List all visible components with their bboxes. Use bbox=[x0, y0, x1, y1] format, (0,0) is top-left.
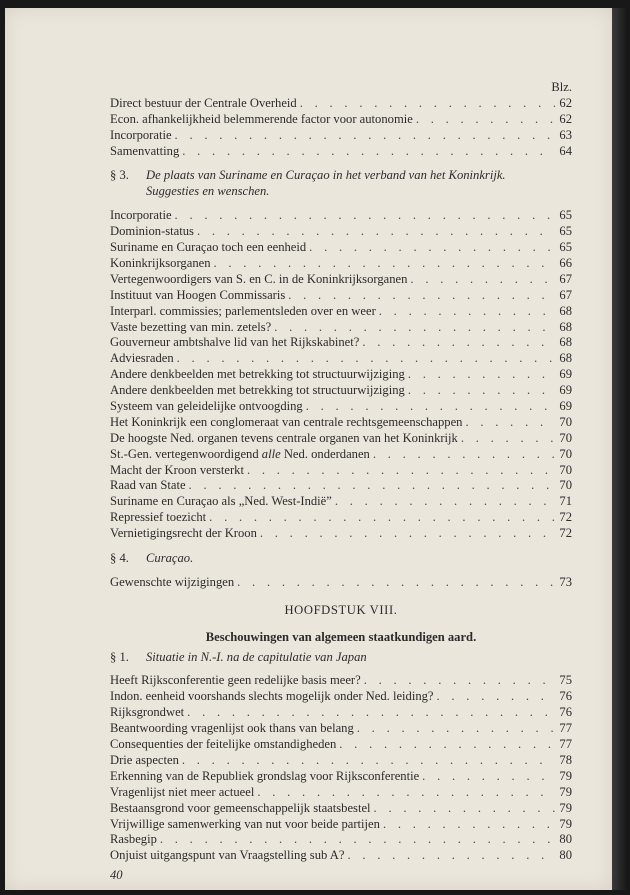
toc-entry bbox=[110, 240, 572, 256]
toc-entry bbox=[110, 224, 572, 240]
dot-leader bbox=[182, 144, 555, 160]
toc-entry bbox=[110, 431, 572, 447]
toc-entry-title: Adviesraden bbox=[110, 351, 174, 366]
toc-entry-page: 68 bbox=[559, 303, 572, 318]
toc-entry bbox=[110, 769, 572, 785]
dot-leader bbox=[260, 526, 556, 542]
toc-entry bbox=[110, 753, 572, 769]
toc-entry-title: Vernietigingsrecht der Kroon bbox=[110, 526, 257, 541]
toc-entry-page: 79 bbox=[559, 816, 572, 831]
dot-leader bbox=[177, 351, 556, 367]
toc-entry bbox=[110, 817, 572, 833]
dot-leader bbox=[214, 256, 556, 272]
toc-entry-page: 68 bbox=[559, 319, 572, 334]
toc-entry-page: 69 bbox=[559, 383, 572, 398]
dot-leader bbox=[408, 367, 556, 383]
toc-entry-title: Drie aspecten bbox=[110, 752, 179, 767]
toc-entry-title: St.-Gen. vertegenwoordigend alle Ned. onderdanen bbox=[110, 446, 370, 461]
toc-entry bbox=[110, 367, 572, 383]
toc-entry bbox=[110, 304, 572, 320]
toc-entry-page: 71 bbox=[559, 494, 572, 509]
dot-leader bbox=[187, 705, 555, 721]
toc-entry bbox=[110, 96, 572, 112]
page-number: 40 bbox=[110, 868, 123, 883]
toc-entry bbox=[110, 335, 572, 351]
toc-entry bbox=[110, 415, 572, 431]
toc-entry-page: 66 bbox=[559, 255, 572, 270]
toc-entry-title: Rijksgrondwet bbox=[110, 705, 185, 720]
section-number: § 1. bbox=[110, 649, 129, 664]
dot-leader bbox=[408, 383, 556, 399]
section-number: § 3. bbox=[110, 168, 129, 183]
toc-entry bbox=[110, 144, 572, 160]
toc-entry-page: 69 bbox=[559, 398, 572, 413]
section-3-heading bbox=[110, 168, 572, 200]
toc-entry-page: 72 bbox=[559, 526, 572, 541]
toc-entry-title: Incorporatie bbox=[110, 208, 172, 223]
dot-leader bbox=[189, 478, 556, 494]
toc-entry-title: Vaste bezetting van min. zetels? bbox=[110, 319, 272, 334]
toc-entry bbox=[110, 689, 572, 705]
toc-entry-page: 70 bbox=[559, 446, 572, 461]
toc-entry bbox=[110, 673, 572, 689]
dot-leader bbox=[309, 240, 555, 256]
toc-entry-title: Consequenties der feitelijke omstandigheden bbox=[110, 737, 337, 752]
dot-leader bbox=[437, 689, 556, 705]
toc-group-4 bbox=[110, 673, 572, 864]
toc-entry bbox=[110, 208, 572, 224]
toc-entry-page: 79 bbox=[559, 800, 572, 815]
dot-leader bbox=[306, 399, 556, 415]
dot-leader bbox=[374, 801, 556, 817]
toc-entry-page: 77 bbox=[559, 721, 572, 736]
toc-entry bbox=[110, 288, 572, 304]
toc-entry-page: 79 bbox=[559, 784, 572, 799]
toc-entry bbox=[110, 801, 572, 817]
toc-entry-title: Incorporatie bbox=[110, 127, 172, 142]
toc-entry-page: 67 bbox=[559, 271, 572, 286]
section-title: Situatie in N.-I. na de capitulatie van Japan bbox=[146, 649, 367, 664]
toc-entry-title: Indon. eenheid voorshands slechts mogelijk onder Ned. leiding? bbox=[110, 689, 434, 704]
toc-entry-title: Macht der Kroon versterkt bbox=[110, 462, 244, 477]
dot-leader bbox=[422, 769, 555, 785]
dot-leader bbox=[300, 96, 556, 112]
section-title: Curaçao. bbox=[146, 550, 194, 565]
toc-entry-page: 76 bbox=[559, 689, 572, 704]
toc-entry-title: Raad van State bbox=[110, 478, 186, 493]
toc-entry bbox=[110, 383, 572, 399]
dot-leader bbox=[339, 737, 555, 753]
dot-leader bbox=[347, 848, 555, 864]
toc-entry-page: 73 bbox=[559, 574, 572, 589]
toc-entry-title: Vragenlijst niet meer actueel bbox=[110, 784, 255, 799]
toc-entry-title: Erkenning van de Republiek grondslag voor Rijksconferentie bbox=[110, 768, 420, 783]
toc-entry-page: 80 bbox=[559, 848, 572, 863]
dot-leader bbox=[197, 224, 555, 240]
toc-entry bbox=[110, 526, 572, 542]
table-of-contents bbox=[110, 80, 572, 884]
toc-entry-title: Suriname en Curaçao toch een eenheid bbox=[110, 240, 307, 255]
dot-leader bbox=[379, 304, 556, 320]
toc-entry-page: 65 bbox=[559, 208, 572, 223]
toc-entry-title: Andere denkbeelden met betrekking tot structuurwijziging bbox=[110, 367, 405, 382]
toc-group-2 bbox=[110, 208, 572, 542]
toc-entry-page: 75 bbox=[559, 673, 572, 688]
toc-entry bbox=[110, 737, 572, 753]
dot-leader bbox=[175, 208, 556, 224]
toc-entry-page: 68 bbox=[559, 335, 572, 350]
toc-entry bbox=[110, 832, 572, 848]
dot-leader bbox=[274, 320, 555, 336]
toc-entry bbox=[110, 112, 572, 128]
toc-entry-title: Vrijwillige samenwerking van nut voor beide partijen bbox=[110, 816, 380, 831]
toc-entry bbox=[110, 351, 572, 367]
toc-entry-title: Beantwoording vragenlijst ook thans van belang bbox=[110, 721, 354, 736]
toc-entry-title: Andere denkbeelden met betrekking tot structuurwijziging bbox=[110, 383, 405, 398]
chapter-heading: HOOFDSTUK VIII. bbox=[284, 602, 398, 617]
toc-entry-title: Samenvatting bbox=[110, 143, 180, 158]
toc-entry-title: Instituut van Hoogen Commissaris bbox=[110, 287, 286, 302]
toc-entry-page: 62 bbox=[559, 95, 572, 110]
page-column-header: Blz. bbox=[551, 80, 572, 94]
toc-entry-title: Koninkrijksorganen bbox=[110, 255, 211, 270]
toc-entry-page: 76 bbox=[559, 705, 572, 720]
toc-entry-title: Gouverneur ambtshalve lid van het Rijkskabinet? bbox=[110, 335, 360, 350]
toc-entry-title: Suriname en Curaçao als „Ned. West-Indië” bbox=[110, 494, 332, 509]
toc-entry-page: 78 bbox=[559, 752, 572, 767]
toc-entry bbox=[110, 478, 572, 494]
section-title: De plaats van Suriname en Curaçao in het verband van het Koninkrijk. bbox=[146, 168, 506, 183]
toc-entry-title: Onjuist uitgangspunt van Vraagstelling sub A? bbox=[110, 848, 345, 863]
toc-entry bbox=[110, 128, 572, 144]
chapter-subtitle: Beschouwingen van algemeen staatkundigen aard. bbox=[205, 629, 477, 644]
dot-leader bbox=[410, 272, 555, 288]
toc-entry bbox=[110, 575, 572, 591]
toc-entry-page: 65 bbox=[559, 224, 572, 239]
toc-entry-page: 64 bbox=[559, 143, 572, 158]
section-number: § 4. bbox=[110, 550, 129, 565]
toc-entry bbox=[110, 463, 572, 479]
dot-leader bbox=[383, 817, 555, 833]
toc-group-1 bbox=[110, 96, 572, 160]
dot-leader bbox=[175, 128, 556, 144]
toc-entry-title: Gewenschte wijzigingen bbox=[110, 574, 235, 589]
dot-leader bbox=[160, 832, 556, 848]
toc-entry-page: 69 bbox=[559, 367, 572, 382]
toc-entry-title: Repressief toezicht bbox=[110, 510, 207, 525]
toc-entry bbox=[110, 510, 572, 526]
dot-leader bbox=[288, 288, 555, 304]
dot-leader bbox=[335, 494, 556, 510]
toc-entry-page: 63 bbox=[559, 127, 572, 142]
toc-entry bbox=[110, 848, 572, 864]
toc-entry-page: 77 bbox=[559, 737, 572, 752]
toc-entry-page: 70 bbox=[559, 462, 572, 477]
dot-leader bbox=[416, 112, 556, 128]
toc-group-3 bbox=[110, 575, 572, 591]
toc-entry-page: 72 bbox=[559, 510, 572, 525]
toc-entry-title: Vertegenwoordigers van S. en C. in de Koninkrijksorganen bbox=[110, 271, 408, 286]
toc-entry-title: Bestaansgrond voor gemeenschappelijk staatsbestel bbox=[110, 800, 371, 815]
section-1-heading bbox=[110, 650, 572, 666]
toc-entry bbox=[110, 272, 572, 288]
dot-leader bbox=[237, 575, 555, 591]
toc-entry-title: De hoogste Ned. organen tevens centrale organen van het Koninkrijk bbox=[110, 430, 458, 445]
toc-entry bbox=[110, 494, 572, 510]
dot-leader bbox=[247, 463, 555, 479]
toc-entry bbox=[110, 785, 572, 801]
toc-entry bbox=[110, 320, 572, 336]
toc-entry-title: Direct bestuur der Centrale Overheid bbox=[110, 95, 297, 110]
dot-leader bbox=[182, 753, 556, 769]
dot-leader bbox=[209, 510, 555, 526]
toc-entry-title: Heeft Rijksconferentie geen redelijke basis meer? bbox=[110, 673, 361, 688]
dot-leader bbox=[362, 335, 555, 351]
toc-entry-page: 65 bbox=[559, 240, 572, 255]
toc-entry-title: Dominion-status bbox=[110, 224, 194, 239]
dot-leader bbox=[461, 431, 556, 447]
toc-entry-page: 62 bbox=[559, 111, 572, 126]
toc-entry-title: Systeem van geleidelijke ontvoogding bbox=[110, 398, 303, 413]
toc-entry-page: 70 bbox=[559, 478, 572, 493]
toc-entry-title: Interparl. commissies; parlementsleden over en weer bbox=[110, 303, 376, 318]
toc-entry bbox=[110, 721, 572, 737]
toc-entry-page: 80 bbox=[559, 832, 572, 847]
dot-leader bbox=[357, 721, 556, 737]
dot-leader bbox=[465, 415, 555, 431]
toc-entry-page: 70 bbox=[559, 414, 572, 429]
toc-entry-title: Het Koninkrijk een conglomeraat van centrale rechtsgemeenschappen bbox=[110, 414, 463, 429]
toc-entry-title: Econ. afhankelijkheid belemmerende factor voor autonomie bbox=[110, 111, 413, 126]
toc-entry bbox=[110, 256, 572, 272]
toc-entry-page: 70 bbox=[559, 430, 572, 445]
page-edge-shadow bbox=[612, 8, 626, 890]
toc-entry-title: Rasbegip bbox=[110, 832, 157, 847]
toc-entry bbox=[110, 399, 572, 415]
section-title-continued: Suggesties en wenschen. bbox=[146, 184, 270, 199]
dot-leader bbox=[373, 447, 556, 463]
section-4-heading bbox=[110, 551, 572, 567]
toc-entry-page: 79 bbox=[559, 768, 572, 783]
dot-leader bbox=[257, 785, 555, 801]
toc-entry-page: 67 bbox=[559, 287, 572, 302]
dot-leader bbox=[364, 673, 556, 689]
toc-entry-page: 68 bbox=[559, 351, 572, 366]
toc-entry bbox=[110, 447, 572, 463]
toc-entry bbox=[110, 705, 572, 721]
